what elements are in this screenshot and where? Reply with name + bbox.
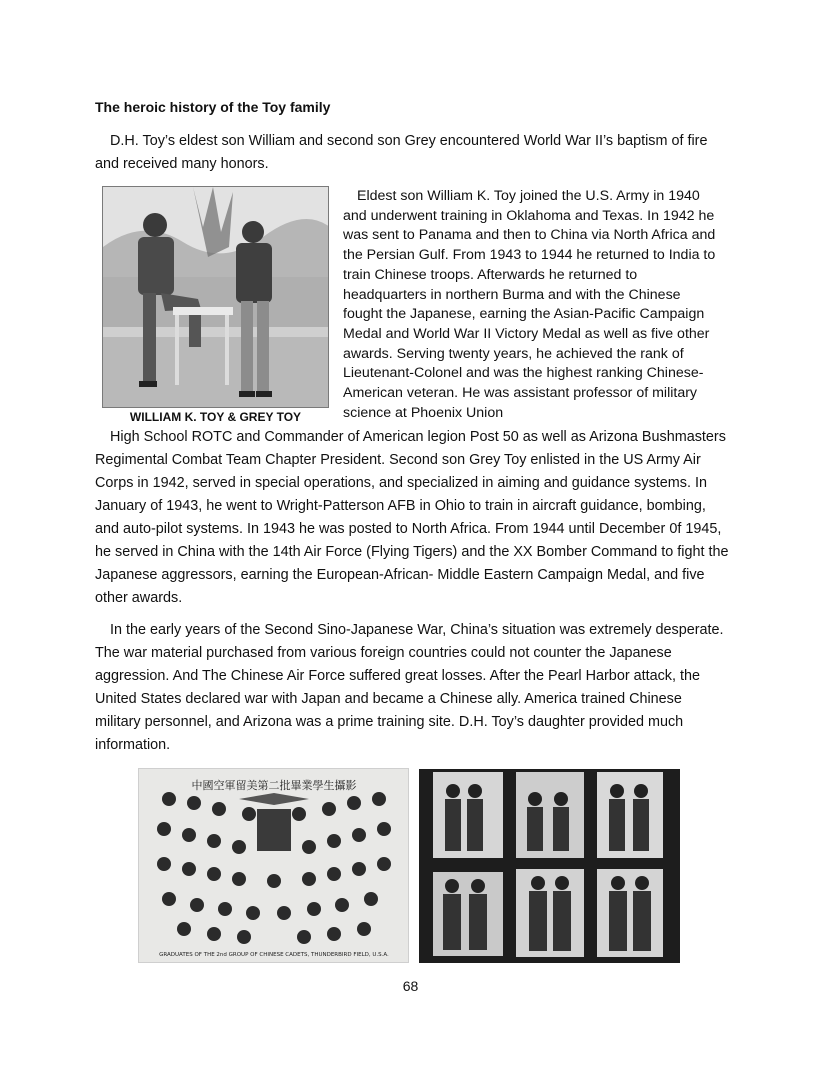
- toy-brothers-photo: [102, 186, 329, 408]
- cadet-graduates-photo: [138, 768, 409, 963]
- photo-footer-text: GRADUATES OF THE 2nd GROUP OF CHINESE CADETS, THUNDERBIRD FIELD, U.S.A.: [159, 952, 389, 958]
- intro-paragraph: D.H. Toy’s eldest son William and second son Grey encountered World War II’s baptism of fire and received many honors.: [95, 133, 708, 172]
- toy-brothers-figure: [102, 186, 329, 410]
- grey-biography-paragraph: High School ROTC and Commander of American legion Post 50 as well as Arizona Bushmasters Regimental Combat Team Chapter President. Second son Grey Toy enlisted in the US Army Air Corps in 1942, served in special operations, and specialized in aiming and guidance systems. In January of 1943, he went to Wright-Patterson AFB in Ohio to train in aircraft guidance, bombing, and auto-pilot systems. In 1943 he was posted to North Africa. From 1944 until December 0f 1945, he served in China with the 14th Air Force (Flying Tigers) and the XX Bomber Command to fight the Japanese aggressors, earning the European-African- Middle Eastern Campaign Medal, and five other awards.: [95, 429, 729, 606]
- photo-title-chinese: 中國空軍留美第二批畢業學生攝影: [191, 779, 357, 792]
- photo-album-grid: [419, 769, 680, 963]
- william-biography-paragraph: Eldest son William K. Toy joined the U.S. Army in 1940 and underwent training in Oklahoma and Texas. In 1942 he was sent to Panama and then to China via North Africa and the Persian Gulf. From 1943 to 1944 he returned to India to train Chinese troops. Afterwards he returned to headquarters in northern Burma and with the Chinese fought the Japanese, earning the Asian-Pacific Campaign Medal and World War II Victory Medal as well as five other awards. Serving twenty years, he achieved the rank of Lieutenant-Colonel and was the highest ranking Chinese-American veteran. He was assistant professor of military science at Phoenix Union: [343, 188, 716, 421]
- photo-caption: WILLIAM K. TOY & GREY TOY: [129, 410, 302, 424]
- page-number: 68: [402, 978, 419, 994]
- war-context-paragraph: In the early years of the Second Sino-Japanese War, China’s situation was extremely desperate. The war material purchased from various foreign countries could not counter the Japanese aggression. And The Chinese Air Force suffered great losses. After the Pearl Harbor attack, the United States declared war with Japan and became a Chinese ally. America trained Chinese military personnel, and Arizona was a prime training site. D.H. Toy’s daughter provided much information.: [95, 622, 724, 753]
- section-heading: The heroic history of the Toy family: [95, 99, 331, 115]
